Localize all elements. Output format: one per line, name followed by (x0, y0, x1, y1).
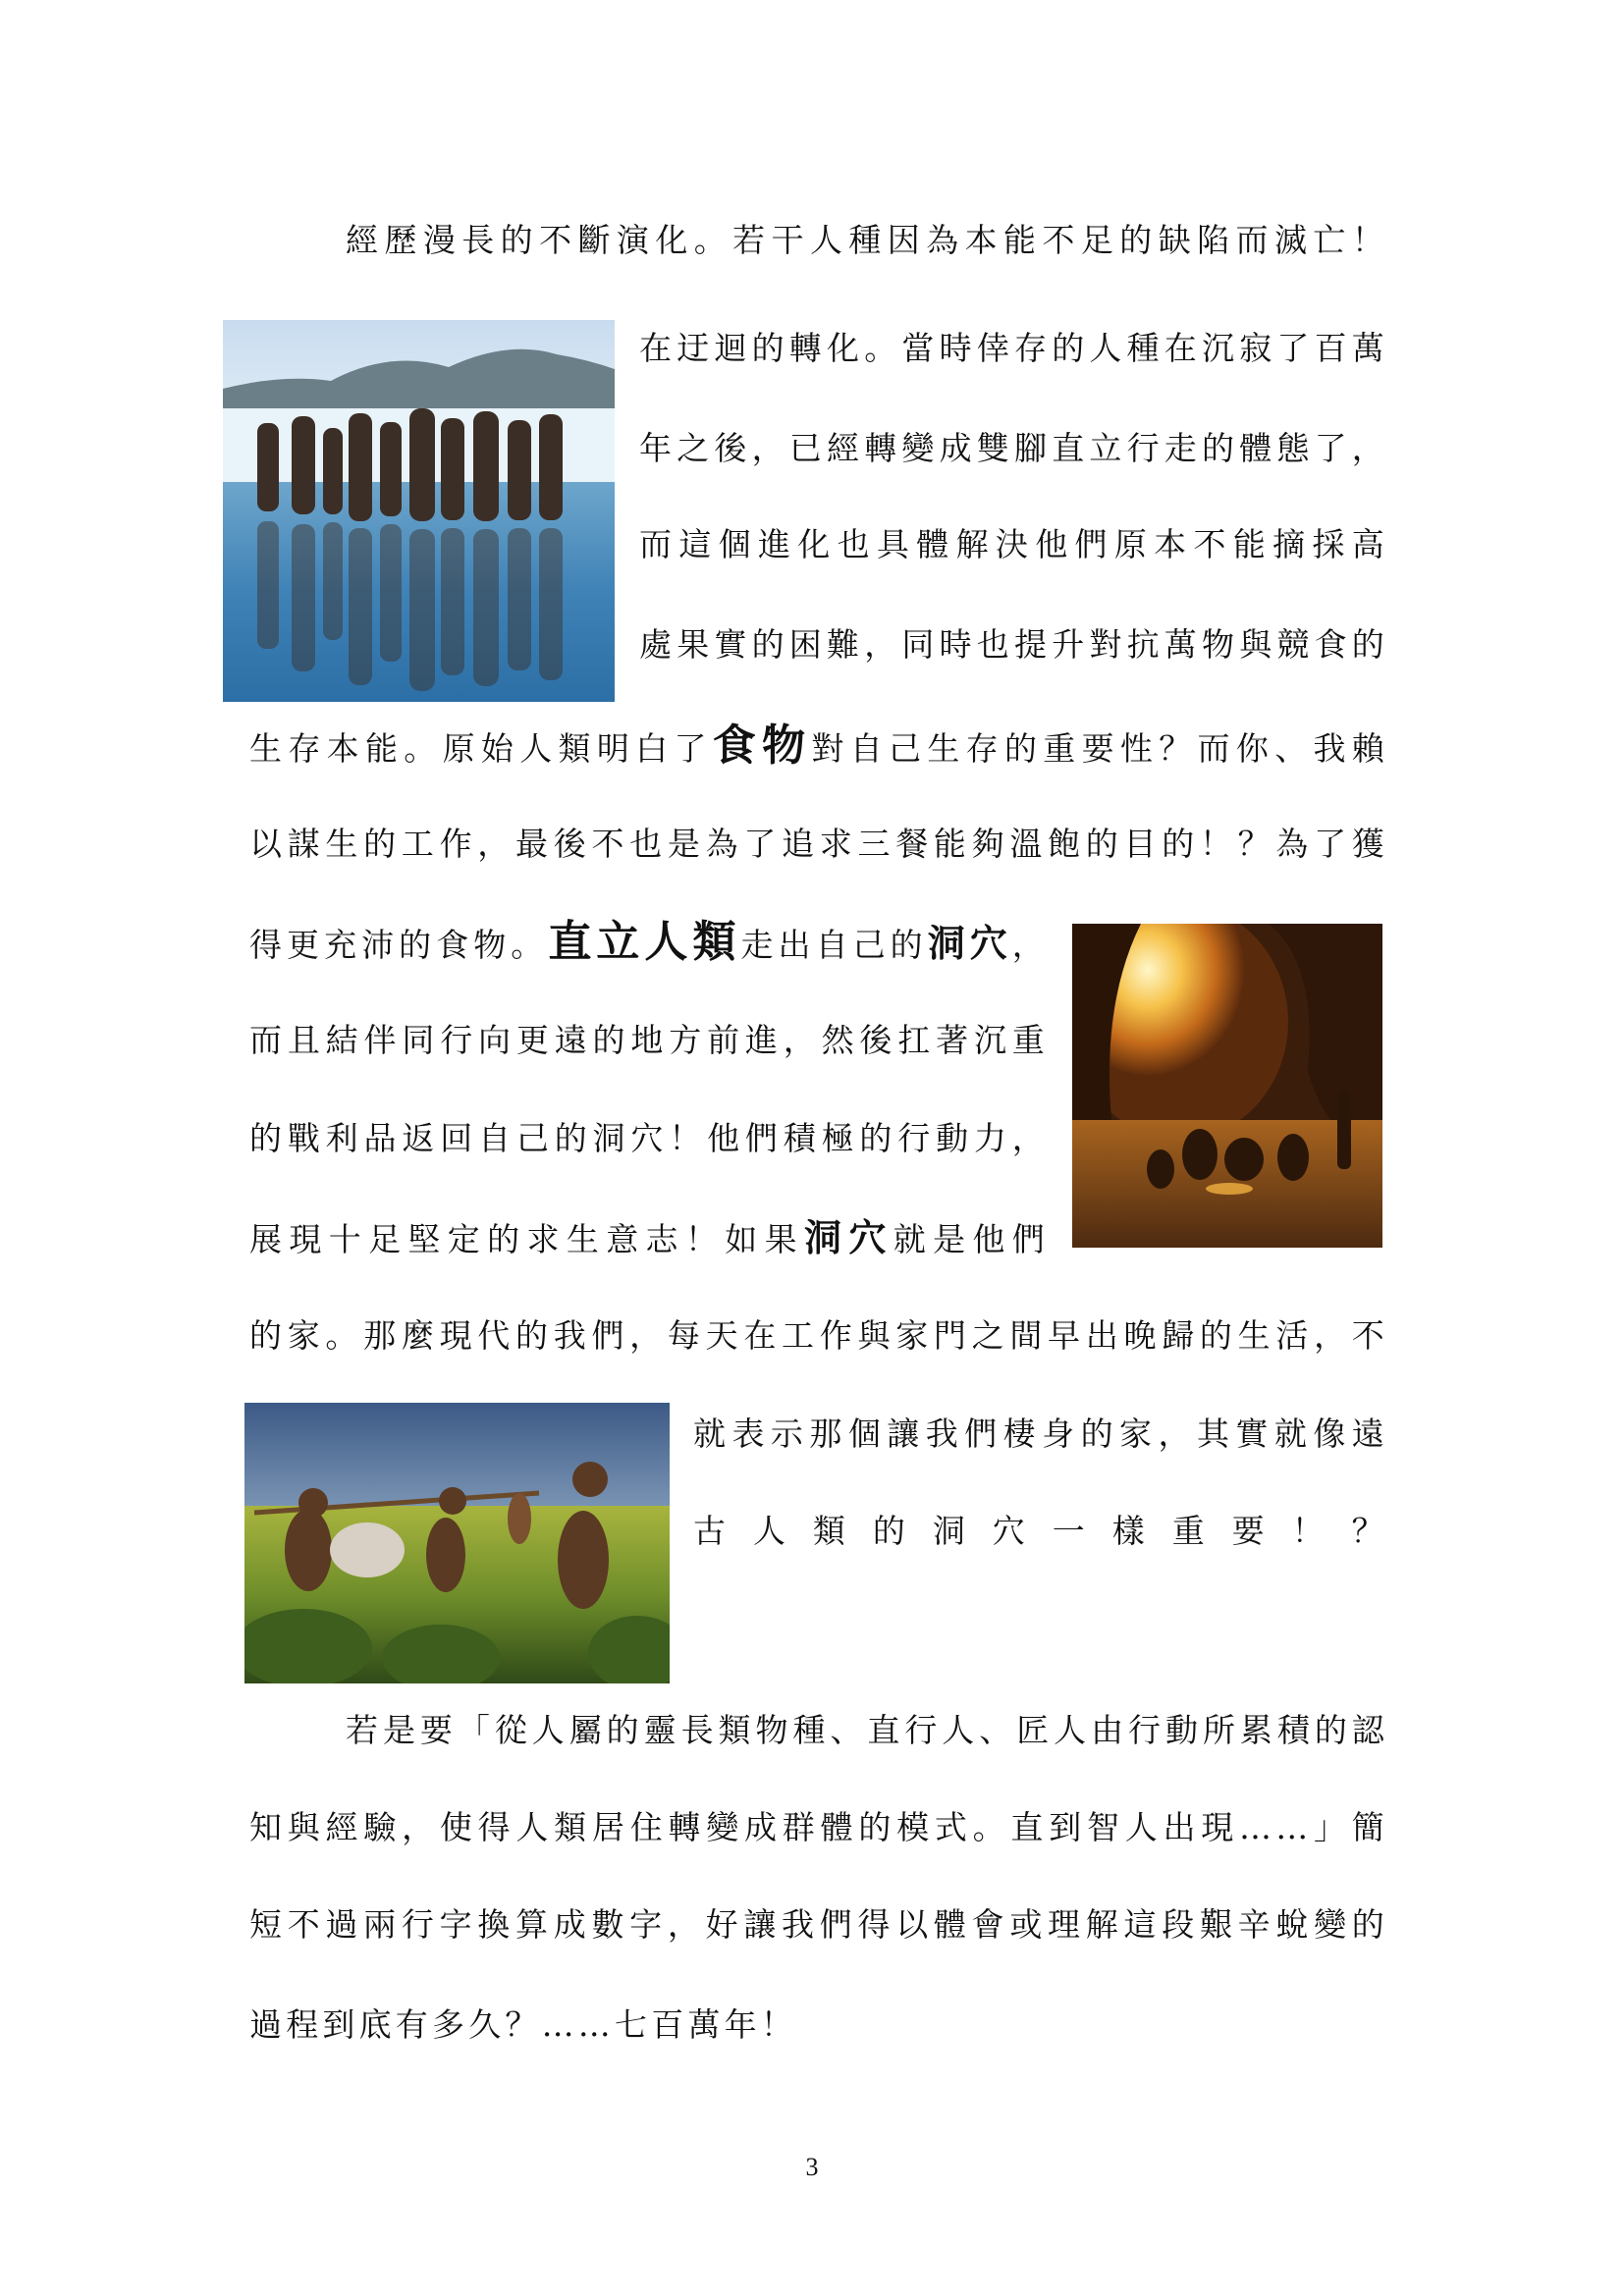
body-text-line: 的戰利品返回自己的洞穴！他們積極的行動力， (249, 1119, 1049, 1157)
body-text-line: 就表示那個讓我們棲身的家，其實就像遠 (693, 1415, 1388, 1453)
body-text-line: 過程到底有多久？……七百萬年！ (249, 2005, 797, 2044)
cave-fire-photo (1072, 924, 1382, 1248)
body-text-line: 的家。那麼現代的我們，每天在工作與家門之間早出晚歸的生活，不 (249, 1316, 1388, 1355)
text-run: 得更充沛的食物。 (249, 926, 549, 964)
page-number: 3 (805, 2153, 819, 2181)
beach-group-photo (223, 320, 615, 702)
hunters-carrying-game-photo (244, 1403, 670, 1683)
emphasis-homo-erectus: 直立人類 (548, 917, 741, 967)
body-text-line: 經歷漫長的不斷演化。若干人種因為本能不足的缺陷而滅亡！ (346, 221, 1388, 259)
body-text-line: 年之後，已經轉變成雙腳直立行走的體態了， (639, 429, 1388, 467)
body-text-line: 在迂迴的轉化。當時倖存的人種在沉寂了百萬 (639, 329, 1388, 367)
emphasis-cave: 洞穴 (804, 1216, 893, 1259)
body-text-line: 而這個進化也具體解決他們原本不能摘採高 (639, 525, 1388, 563)
text-run: 就是他們 (893, 1220, 1049, 1258)
body-text-line: 短不過兩行字換算成數字，好讓我們得以體會或理解這段艱辛蛻變的 (249, 1905, 1388, 1944)
body-text-line: 處果實的困難，同時也提升對抗萬物與競食的 (639, 625, 1388, 664)
emphasis-food: 食物 (712, 721, 812, 771)
emphasis-cave: 洞穴 (927, 922, 1012, 965)
body-text-line: 若是要「從人屬的靈長類物種、直行人、匠人由行動所累積的認 (346, 1711, 1388, 1749)
body-text-line (249, 721, 1389, 771)
body-text-line: 知與經驗，使得人類居住轉變成群體的模式。直到智人出現……」簡 (249, 1808, 1388, 1846)
text-run: 對自己生存的重要性？而你、我賴 (811, 729, 1389, 768)
body-text-line (249, 917, 1049, 967)
text-run: 展現十足堅定的求生意志！如果 (249, 1220, 804, 1258)
body-text-line: 而且結伴同行向更遠的地方前進，然後扛著沉重 (249, 1021, 1049, 1059)
body-text-line (249, 1218, 1049, 1259)
text-run: 走出自己的 (740, 926, 928, 964)
text-run: 生存本能。原始人類明白了 (249, 729, 713, 768)
text-run: ， (1011, 926, 1049, 964)
body-text-line: 以謀生的工作，最後不也是為了追求三餐能夠溫飽的目的！？為了獲 (249, 825, 1388, 863)
body-text-line: 古人類的洞穴一樣重要！？ (693, 1512, 1388, 1550)
